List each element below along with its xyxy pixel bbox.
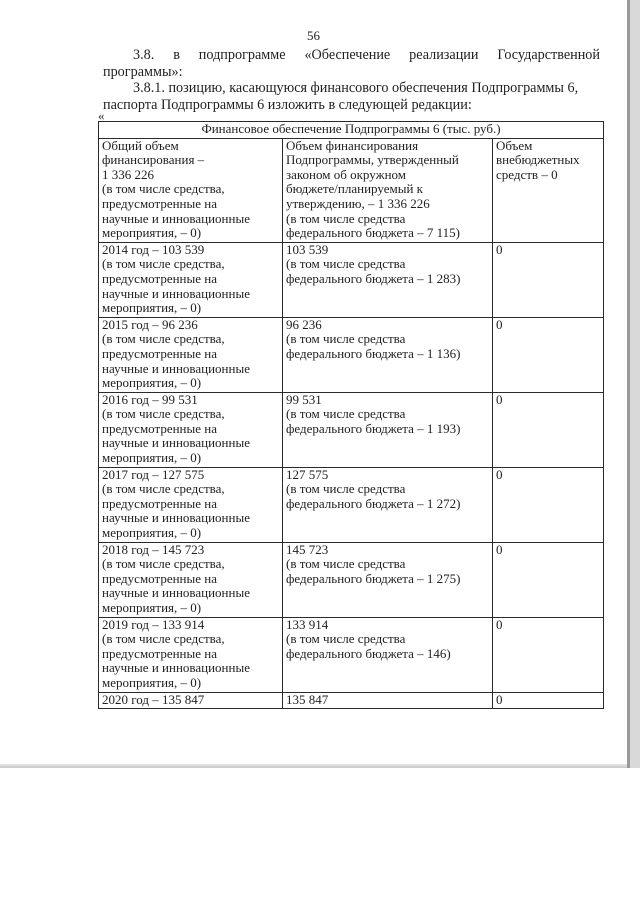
cell-line: научные и инновационные [102, 360, 250, 376]
cell-line: (в том числе средства, [102, 256, 225, 272]
cell-line: научные и инновационные [102, 660, 250, 676]
cell-line: 2018 год – 145 723 [102, 541, 205, 557]
cell-total-by-year [99, 617, 283, 692]
cell-line: 2019 год – 133 914 [102, 616, 205, 632]
paragraph-3-8-1: 3.8.1. позицию, касающуюся финансового обеспечения Подпрограммы 6, паспорта Подпрограммы 6 изложить в следующей редакции: [103, 80, 579, 113]
financing-table [98, 121, 604, 709]
cell-line: законом об окружном [286, 166, 407, 182]
cell-budget-by-year [283, 317, 493, 392]
table-header-row [99, 138, 604, 242]
cell-line: мероприятия, – 0) [102, 225, 202, 241]
cell-line: федерального бюджета – 1 136) [286, 345, 461, 361]
cell-line: Подпрограммы, утвержденный [286, 152, 459, 168]
cell-line: научные и инновационные [102, 285, 250, 301]
cell-line: 103 539 [286, 241, 329, 257]
table-title: Финансовое обеспечение Подпрограммы 6 (тыс. руб.) [99, 122, 604, 139]
cell-line: мероприятия, – 0) [102, 300, 202, 316]
cell-line: 2015 год – 96 236 [102, 316, 198, 332]
cell-line: бюджете/планируемый к [286, 181, 423, 197]
paragraph-3-8: 3.8. в подпрограмме «Обеспечение реализации Государственной программы»: [103, 47, 600, 80]
cell-line: (в том числе средства, [102, 331, 225, 347]
cell-line: научные и инновационные [102, 510, 250, 526]
scan-edge-strip [627, 0, 640, 768]
cell-line: 2014 год – 103 539 [102, 241, 205, 257]
cell-line: предусмотренные на [102, 420, 218, 436]
cell-budget-by-year [283, 617, 493, 692]
cell-extrabudgetary-by-year: 0 [493, 692, 604, 709]
cell-line: предусмотренные на [102, 495, 218, 511]
cell-line: финансирования – [102, 152, 205, 168]
cell-total-by-year [99, 392, 283, 467]
cell-line: (в том числе средства [286, 406, 406, 422]
page-bottom-edge [0, 764, 627, 768]
table-title-row [99, 122, 604, 139]
cell-budget-by-year [283, 467, 493, 542]
opening-quote-mark: « [98, 108, 105, 123]
cell-budget-by-year [283, 242, 493, 317]
cell-line: утверждению, – 1 336 226 [286, 195, 430, 211]
table-row [99, 692, 604, 709]
cell-extrabudgetary-by-year: 0 [493, 542, 604, 617]
cell-line: (в том числе средства, [102, 181, 225, 197]
cell-line: (в том числе средства [286, 481, 406, 497]
cell-line: научные и инновационные [102, 210, 250, 226]
cell-extrabudgetary-by-year: 0 [493, 242, 604, 317]
cell-line: (в том числе средства [286, 631, 406, 647]
cell-line: 135 847 [286, 691, 329, 707]
cell-extrabudgetary-by-year: 0 [493, 392, 604, 467]
cell-line: научные и инновационные [102, 435, 250, 451]
cell-line: Объем [496, 137, 533, 153]
cell-line: (в том числе средства, [102, 631, 225, 647]
cell-line: мероприятия, – 0) [102, 600, 202, 615]
header-extrabudgetary [493, 138, 604, 242]
header-total-financing [99, 138, 283, 242]
cell-extrabudgetary-by-year: 0 [493, 317, 604, 392]
cell-line: предусмотренные на [102, 195, 218, 211]
cell-line: Объем финансирования [286, 137, 419, 153]
table-row [99, 542, 604, 617]
cell-line: внебюджетных [496, 152, 580, 168]
cell-line: (в том числе средства [286, 556, 406, 572]
cell-line: федерального бюджета – 1 272) [286, 495, 461, 511]
cell-line: федерального бюджета – 1 193) [286, 420, 461, 436]
cell-line: (в том числе средства [286, 331, 406, 347]
cell-line: Общий объем [102, 137, 179, 153]
cell-line: федерального бюджета – 1 283) [286, 270, 461, 286]
cell-line: предусмотренные на [102, 345, 218, 361]
cell-total-by-year [99, 467, 283, 542]
cell-budget-by-year [283, 392, 493, 467]
table-row [99, 392, 604, 467]
cell-line: 2016 год – 99 531 [102, 391, 198, 407]
cell-line: предусмотренные на [102, 270, 218, 286]
cell-budget-by-year [283, 542, 493, 617]
cell-line: мероприятия, – 0) [102, 450, 202, 466]
cell-line: средств – 0 [496, 166, 558, 182]
cell-line: мероприятия, – 0) [102, 525, 202, 541]
cell-line: (в том числе средства, [102, 481, 225, 497]
cell-total-by-year [99, 242, 283, 317]
page-number: 56 [307, 28, 320, 43]
cell-line: (в том числе средства, [102, 406, 225, 422]
cell-line: научные и инновационные [102, 585, 250, 601]
financing-table-body [99, 122, 604, 709]
cell-total-by-year [99, 542, 283, 617]
cell-line: федерального бюджета – 146) [286, 645, 451, 661]
cell-line: 2020 год – 135 847 [102, 691, 205, 707]
table-row [99, 467, 604, 542]
cell-extrabudgetary-by-year: 0 [493, 467, 604, 542]
cell-line: 145 723 [286, 541, 329, 557]
cell-line: 96 236 [286, 316, 322, 332]
cell-line: 127 575 [286, 466, 329, 482]
table-row [99, 317, 604, 392]
header-budget-financing [283, 138, 493, 242]
cell-line: (в том числе средства [286, 210, 406, 226]
cell-line: предусмотренные на [102, 570, 218, 586]
cell-line: мероприятия, – 0) [102, 375, 202, 391]
cell-total-by-year [99, 317, 283, 392]
cell-line: 133 914 [286, 616, 329, 632]
cell-total-by-year [99, 692, 283, 709]
cell-line: предусмотренные на [102, 645, 218, 661]
cell-budget-by-year [283, 692, 493, 709]
cell-line: 99 531 [286, 391, 322, 407]
table-row [99, 617, 604, 692]
cell-extrabudgetary-by-year: 0 [493, 617, 604, 692]
cell-line: 2017 год – 127 575 [102, 466, 205, 482]
cell-line: (в том числе средства, [102, 556, 225, 572]
cell-line: федерального бюджета – 1 275) [286, 570, 461, 586]
cell-line: мероприятия, – 0) [102, 674, 202, 690]
cell-line: (в том числе средства [286, 256, 406, 272]
cell-line: федерального бюджета – 7 115) [286, 225, 460, 241]
table-row [99, 242, 604, 317]
cell-line: 1 336 226 [102, 166, 154, 182]
